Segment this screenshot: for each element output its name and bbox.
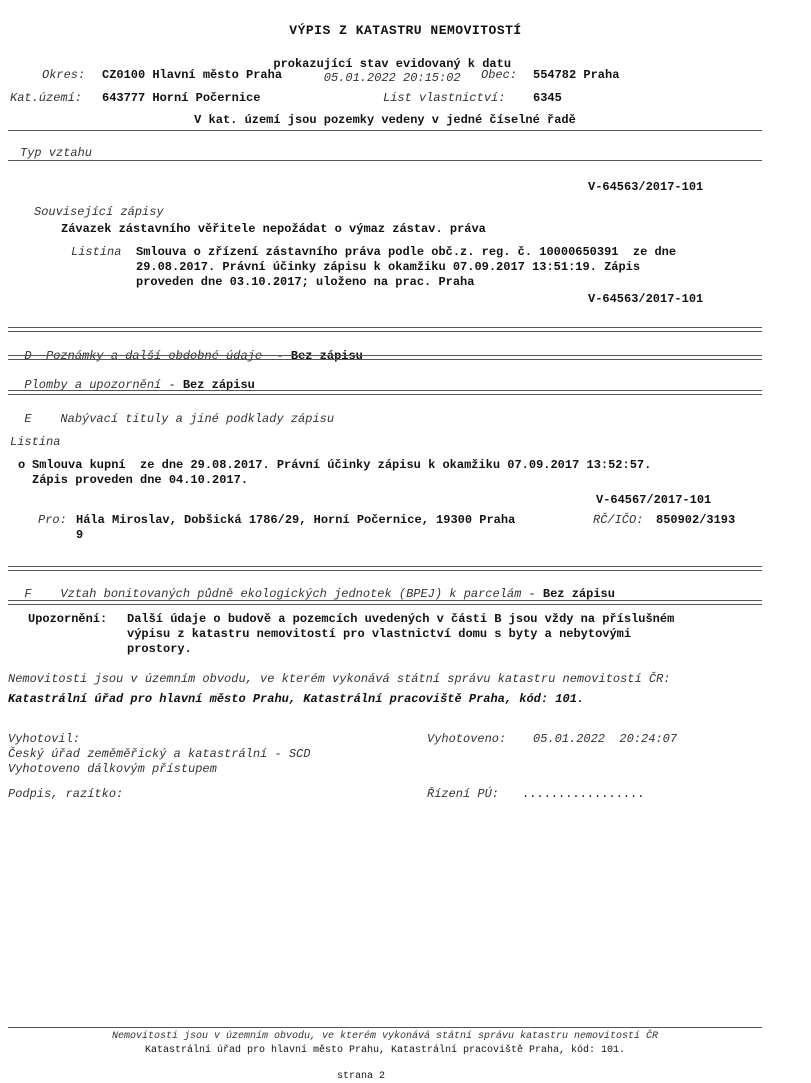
obec-value: 554782 Praha xyxy=(533,68,620,82)
related-label: Související zápisy xyxy=(34,205,164,219)
subtitle-date: 05.01.2022 20:15:02 xyxy=(323,71,461,85)
pro-label: Pro: xyxy=(38,513,67,527)
footer-line: Katastrální úřad pro hlavní město Prahu, Katastrální pracoviště Praha, kód: 101. xyxy=(144,1045,626,1056)
kat-label: Kat.území: xyxy=(10,91,83,105)
section-letter: D xyxy=(24,349,32,363)
listina-line: proveden dne 03.10.2017; uloženo na prac. Praha xyxy=(136,275,475,289)
listina-label: Listina xyxy=(10,435,61,449)
kat-value: 643777 Horní Počernice xyxy=(102,91,261,105)
page-number-value: 2 xyxy=(379,1071,386,1082)
office-intro: Nemovitosti jsou v územním obvodu, ve kterém vykonává státní správu katastru nemovitostí ČR: xyxy=(8,672,671,686)
warning-line: Další údaje o budově a pozemcích uvedených v části B jsou vždy na příslušném xyxy=(127,612,675,626)
warning-line: výpisu z katastru nemovitostí pro vlastnictví domu s byty a nebytovými xyxy=(127,627,632,641)
plomby-value: Bez zápisu xyxy=(182,378,255,392)
vyhotovil-note: Vyhotoveno dálkovým přístupem xyxy=(8,762,217,776)
okres-label: Okres: xyxy=(42,68,86,82)
ref-number: V-64567/2017-101 xyxy=(596,493,712,507)
double-divider xyxy=(8,355,762,360)
ref-number: V-64563/2017-101 xyxy=(588,292,704,306)
section-f-label: Vztah bonitovaných půdně ekologických jednotek (BPEJ) k parcelám xyxy=(60,587,522,601)
typ-vztahu-label: Typ vztahu xyxy=(20,146,93,160)
divider xyxy=(8,130,762,131)
meta-note: V kat. území jsou pozemky vedeny v jedné číselné řadě xyxy=(194,113,576,127)
section-e-heading xyxy=(10,398,334,426)
plomby-label: Plomby a upozornění xyxy=(24,378,162,392)
list-value: 6345 xyxy=(533,91,562,105)
podpis-label: Podpis, razítko: xyxy=(8,787,124,801)
document-title: VÝPIS Z KATASTRU NEMOVITOSTÍ xyxy=(289,23,522,38)
rc-value: 850902/3193 xyxy=(656,513,736,527)
double-divider xyxy=(8,600,762,605)
warning-label: Upozornění: xyxy=(28,612,108,626)
rizeni-label: Řízení PÚ: xyxy=(427,787,500,801)
double-divider xyxy=(8,327,762,332)
vyhotoveno-label: Vyhotoveno: xyxy=(427,732,507,746)
page-number xyxy=(0,1057,710,1083)
vyhotoveno-value: 05.01.2022 20:24:07 xyxy=(533,732,678,746)
section-dash: - xyxy=(168,378,176,392)
section-f-heading xyxy=(10,573,615,601)
listina-label: Listina xyxy=(71,245,122,259)
vyhotovil-label: Vyhotovil: xyxy=(8,732,81,746)
warning-line: prostory. xyxy=(127,642,192,656)
vyhotovil-value: Český úřad zeměměřický a katastrální - SCD xyxy=(8,747,311,761)
list-label: List vlastnictví: xyxy=(383,91,506,105)
listina-line: 29.08.2017. Právní účinky zápisu k okamžiku 07.09.2017 13:51:19. Zápis xyxy=(136,260,641,274)
footer-divider xyxy=(8,1027,762,1028)
section-letter: F xyxy=(24,587,32,601)
double-divider xyxy=(8,566,762,571)
divider xyxy=(8,160,762,161)
section-letter: E xyxy=(24,412,32,426)
double-divider xyxy=(8,390,762,395)
pro-value: Hála Miroslav, Dobšická 1786/29, Horní Počernice, 19300 Praha xyxy=(76,513,516,527)
plomby-heading xyxy=(10,364,255,392)
obec-label: Obec: xyxy=(481,68,518,82)
pro-value-wrap: 9 xyxy=(76,528,84,542)
page-label: strana xyxy=(336,1071,373,1082)
office-name: Katastrální úřad pro hlavní město Prahu, Katastrální pracoviště Praha, kód: 101. xyxy=(8,692,585,706)
section-f-value: Bez zápisu xyxy=(542,587,615,601)
related-text: Závazek zástavního věřitele nepožádat o výmaz zástav. práva xyxy=(61,222,486,236)
e-item-line: Smlouva kupní ze dne 29.08.2017. Právní účinky zápisu k okamžiku 07.09.2017 13:52:57. xyxy=(32,458,652,472)
listina-line: Smlouva o zřízení zástavního práva podle obč.z. reg. č. 10000650391 ze dne xyxy=(136,245,677,259)
section-d-label: Poznámky a další obdobné údaje xyxy=(46,349,263,363)
section-dash: - xyxy=(528,587,536,601)
bullet: o xyxy=(18,458,26,472)
ref-number: V-64563/2017-101 xyxy=(588,180,704,194)
okres-value: CZ0100 Hlavní město Praha xyxy=(102,68,283,82)
e-item-line: Zápis proveden dne 04.10.2017. xyxy=(32,473,249,487)
rizeni-value: ................. xyxy=(522,787,645,801)
section-dash: - xyxy=(276,349,284,363)
section-d-value: Bez zápisu xyxy=(290,349,363,363)
rc-label: RČ/IČO: xyxy=(593,513,644,527)
subtitle-label: prokazující stav evidovaný k datu xyxy=(273,57,512,71)
footer-line: Nemovitosti jsou v územním obvodu, ve kterém vykonává státní správu katastru nemovitostí ČR xyxy=(111,1031,659,1042)
section-e-label: Nabývací tituly a jiné podklady zápisu xyxy=(60,412,335,426)
